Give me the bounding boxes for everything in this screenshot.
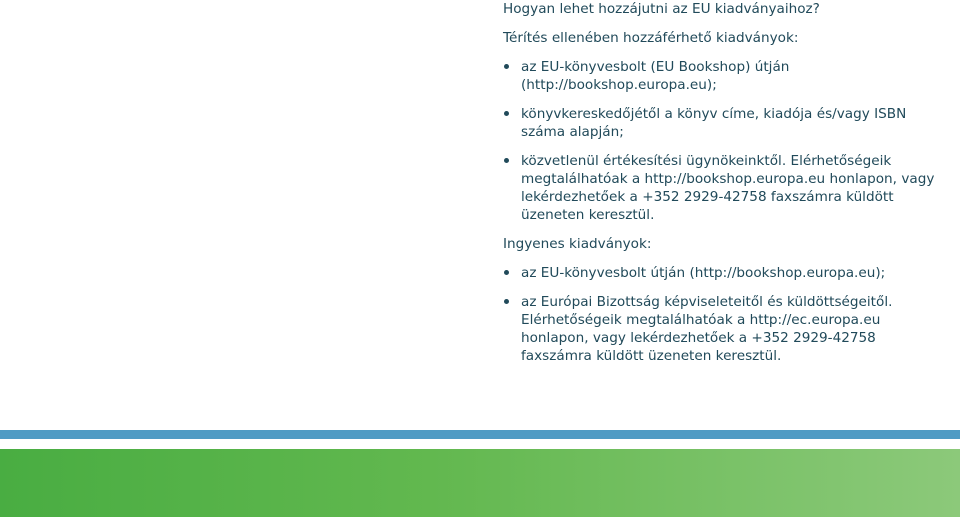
bullet-icon bbox=[504, 111, 509, 116]
paid-publications-list bbox=[503, 58, 943, 224]
free-publications-heading: Ingyenes kiadványok: bbox=[503, 236, 652, 252]
footer-white-gap bbox=[0, 439, 960, 449]
list-item-text: az EU-könyvesbolt útján (http://bookshop.europa.eu); bbox=[521, 265, 886, 281]
list-item-text: az EU-könyvesbolt (EU Bookshop) útján (http://bookshop.europa.eu); bbox=[521, 59, 790, 93]
list-item bbox=[503, 58, 943, 94]
list-item bbox=[503, 105, 943, 141]
footer-blue-stripe bbox=[0, 430, 960, 439]
page-title: Hogyan lehet hozzájutni az EU kiadványaihoz? bbox=[503, 1, 820, 17]
publication-info bbox=[503, 0, 943, 376]
list-item bbox=[503, 264, 943, 282]
list-item bbox=[503, 293, 943, 365]
bullet-icon bbox=[504, 158, 509, 163]
paid-publications-heading: Térítés ellenében hozzáférhető kiadványok: bbox=[503, 30, 799, 46]
list-item-text: az Európai Bizottság képviseleteitől és küldöttségeitől. Elérhetőségeik megtalálhatóak a http://ec.europa.eu honlapon, vagy lekérdezhetőek a +352 2929-42758 faxszámra küldött üzeneten keresztül. bbox=[521, 294, 893, 364]
footer-green-band bbox=[0, 449, 960, 517]
bullet-icon bbox=[504, 64, 509, 69]
list-item bbox=[503, 152, 943, 224]
bullet-icon bbox=[504, 270, 509, 275]
free-publications-list bbox=[503, 264, 943, 365]
bullet-icon bbox=[504, 299, 509, 304]
list-item-text: közvetlenül értékesítési ügynökeinktől. Elérhetőségeik megtalálhatóak a http://bookshop.europa.eu honlapon, vagy lekérdezhetőek a +352 2929-42758 faxszámra küldött üzeneten keresztül. bbox=[521, 153, 935, 223]
list-item-text: könyvkereskedőjétől a könyv címe, kiadója és/vagy ISBN száma alapján; bbox=[521, 106, 907, 140]
